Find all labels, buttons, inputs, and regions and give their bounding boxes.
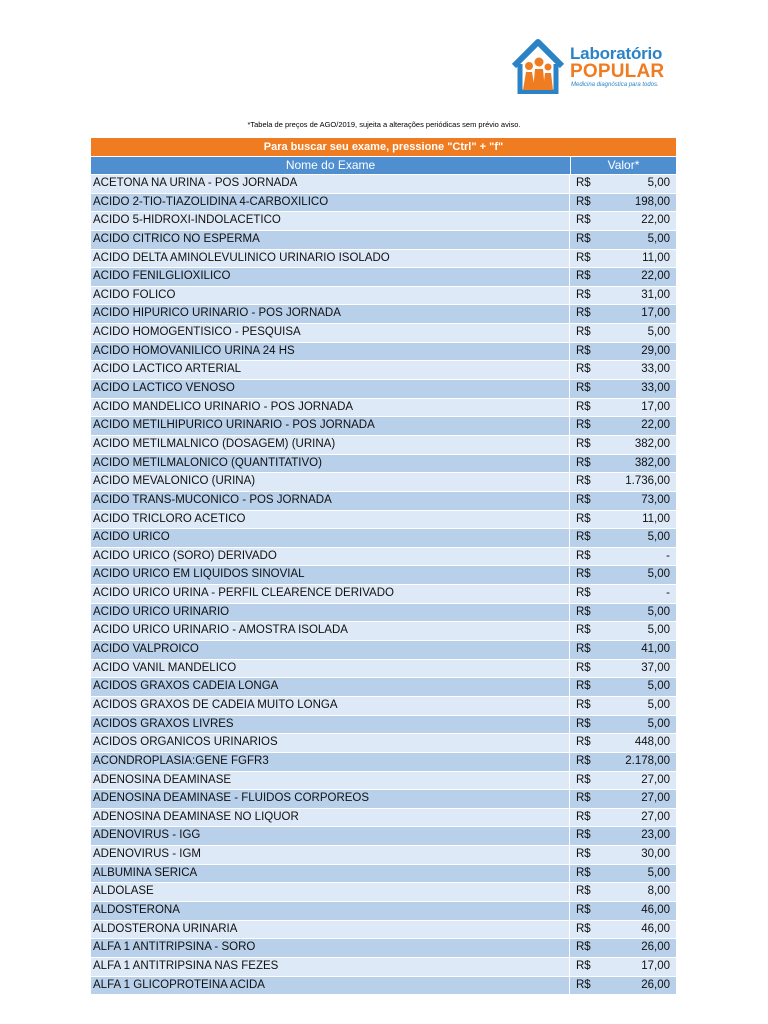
currency-symbol: R$ [576, 754, 591, 767]
exam-name: ALBUMINA SERICA [91, 865, 570, 883]
exam-price: 5,00 [647, 866, 670, 879]
currency-symbol: R$ [576, 736, 591, 749]
table-row [91, 771, 676, 790]
table-row [91, 976, 676, 995]
exam-price: - [666, 549, 670, 562]
currency-symbol: R$ [576, 885, 591, 898]
table-row [91, 342, 676, 361]
brand-name-line1: Laboratório [570, 44, 663, 63]
currency-symbol: R$ [576, 382, 591, 395]
currency-symbol: R$ [576, 903, 591, 916]
exam-price: 46,00 [641, 903, 670, 916]
exam-name: ACIDO VANIL MANDELICO [91, 660, 570, 678]
currency-symbol: R$ [576, 214, 591, 227]
currency-symbol: R$ [576, 587, 591, 600]
table-row [91, 528, 676, 547]
currency-symbol: R$ [576, 419, 591, 432]
exam-price: 11,00 [642, 512, 670, 525]
table-row [91, 938, 676, 957]
exam-price: 22,00 [641, 214, 670, 227]
exam-name: ACIDOS GRAXOS CADEIA LONGA [91, 678, 570, 696]
exam-price: 5,00 [647, 698, 670, 711]
currency-symbol: R$ [576, 344, 591, 357]
table-row [91, 286, 676, 305]
currency-symbol: R$ [576, 512, 591, 525]
table-row [91, 323, 676, 342]
exam-price: 27,00 [641, 773, 670, 786]
exam-price: 31,00 [641, 288, 670, 301]
table-row [91, 249, 676, 268]
exam-name: ACIDO FENILGLIOXILICO [91, 268, 570, 286]
exam-name: ACIDO URICO URINA - PERFIL CLEARENCE DERIVADO [91, 585, 570, 603]
exam-name: ACIDO HOMOVANILICO URINA 24 HS [91, 343, 570, 361]
exam-price: 17,00 [641, 400, 670, 413]
exam-price: 5,00 [647, 531, 670, 544]
exam-name: ACIDO URICO (SORO) DERIVADO [91, 548, 570, 566]
currency-symbol: R$ [576, 307, 591, 320]
brand-logo [508, 36, 678, 96]
exam-price: 448,00 [634, 736, 670, 749]
brand-tagline: Medicina diagnóstica para todos. [571, 82, 659, 88]
table-row [91, 882, 676, 901]
exam-name: ACIDO METILMALNICO (DOSAGEM) (URINA) [91, 436, 570, 454]
table-row [91, 640, 676, 659]
table-row [91, 752, 676, 771]
exam-name: ALDOSTERONA URINARIA [91, 921, 570, 939]
table-row [91, 715, 676, 734]
table-row [91, 920, 676, 939]
currency-symbol: R$ [576, 866, 591, 879]
exam-name: ACIDO LACTICO ARTERIAL [91, 361, 570, 379]
table-row [91, 826, 676, 845]
exam-name: ACIDO HOMOGENTISICO - PESQUISA [91, 324, 570, 342]
exam-name: ADENOSINA DEAMINASE [91, 772, 570, 790]
exam-price: 37,00 [641, 661, 670, 674]
table-row [91, 789, 676, 808]
exam-price: 27,00 [641, 810, 670, 823]
table-row [91, 696, 676, 715]
exam-name: ACIDO LACTICO VENOSO [91, 380, 570, 398]
exam-name: ACETONA NA URINA - POS JORNADA [91, 175, 570, 193]
exam-name: ACIDOS GRAXOS LIVRES [91, 716, 570, 734]
table-row [91, 454, 676, 473]
currency-symbol: R$ [576, 698, 591, 711]
currency-symbol: R$ [576, 680, 591, 693]
currency-symbol: R$ [576, 493, 591, 506]
table-row [91, 808, 676, 827]
table-row [91, 379, 676, 398]
currency-symbol: R$ [576, 177, 591, 189]
currency-symbol: R$ [576, 643, 591, 656]
table-row [91, 864, 676, 883]
table-row [91, 230, 676, 249]
table-row [91, 472, 676, 491]
exam-price: 5,00 [647, 177, 670, 189]
exam-price: 29,00 [641, 344, 670, 357]
exam-price: 5,00 [647, 232, 670, 245]
exam-price: 11,00 [642, 251, 670, 264]
exam-price: 33,00 [641, 382, 670, 395]
exam-name: ACIDO CITRICO NO ESPERMA [91, 231, 570, 249]
exam-price: 17,00 [641, 307, 670, 320]
table-row [91, 677, 676, 696]
exam-name: ACIDO MANDELICO URINARIO - POS JORNADA [91, 399, 570, 417]
currency-symbol: R$ [576, 195, 591, 208]
exam-price: 23,00 [641, 829, 670, 842]
table-row [91, 360, 676, 379]
exam-name: ACONDROPLASIA:GENE FGFR3 [91, 753, 570, 771]
currency-symbol: R$ [576, 661, 591, 674]
table-row [91, 211, 676, 230]
table-row [91, 267, 676, 286]
table-row [91, 957, 676, 976]
exam-price: 41,00 [641, 643, 670, 656]
currency-symbol: R$ [576, 531, 591, 544]
price-table [91, 138, 676, 994]
table-row [91, 845, 676, 864]
exam-name: ACIDO METILMALONICO (QUANTITATIVO) [91, 455, 570, 473]
currency-symbol: R$ [576, 978, 591, 991]
currency-symbol: R$ [576, 717, 591, 730]
table-row [91, 565, 676, 584]
exam-name: ADENOSINA DEAMINASE - FLUIDOS CORPOREOS [91, 790, 570, 808]
currency-symbol: R$ [576, 624, 591, 637]
price-note: *Tabela de preços de AGO/2019, sujeita a alterações periódicas sem prévio aviso. [247, 120, 521, 129]
table-row [91, 491, 676, 510]
exam-price: 5,00 [647, 680, 670, 693]
exam-price: 198,00 [634, 195, 670, 208]
currency-symbol: R$ [576, 810, 591, 823]
exam-name: ACIDO METILHIPURICO URINARIO - POS JORNADA [91, 417, 570, 435]
table-row [91, 416, 676, 435]
table-row [91, 901, 676, 920]
exam-name: ACIDOS GRAXOS DE CADEIA MUITO LONGA [91, 697, 570, 715]
table-row [91, 193, 676, 212]
exam-name: ACIDO HIPURICO URINARIO - POS JORNADA [91, 305, 570, 323]
currency-symbol: R$ [576, 959, 591, 972]
table-row [91, 547, 676, 566]
exam-name: ACIDO URICO EM LIQUIDOS SINOVIAL [91, 566, 570, 584]
currency-symbol: R$ [576, 568, 591, 581]
table-row [91, 621, 676, 640]
table-body [91, 174, 676, 994]
exam-name: ALDOLASE [91, 883, 570, 901]
exam-name: ACIDO TRICLORO ACETICO [91, 511, 570, 529]
currency-symbol: R$ [576, 232, 591, 245]
exam-name: ACIDO 2-TIO-TIAZOLIDINA 4-CARBOXILICO [91, 194, 570, 212]
currency-symbol: R$ [576, 792, 591, 805]
exam-name: ACIDO TRANS-MUCONICO - POS JORNADA [91, 492, 570, 510]
exam-price: 5,00 [647, 568, 670, 581]
exam-price: 1.736,00 [625, 475, 670, 488]
exam-price: 2.178,00 [625, 754, 670, 767]
table-row [91, 659, 676, 678]
exam-price: 73,00 [641, 493, 670, 506]
column-header-value: Valor* [607, 158, 640, 172]
exam-price: 26,00 [641, 941, 670, 954]
exam-name: ACIDO URICO URINARIO [91, 604, 570, 622]
currency-symbol: R$ [576, 400, 591, 413]
exam-price: 27,00 [641, 792, 670, 805]
table-row [91, 603, 676, 622]
exam-name: ADENOSINA DEAMINASE NO LIQUOR [91, 809, 570, 827]
exam-name: ACIDO MEVALONICO (URINA) [91, 473, 570, 491]
currency-symbol: R$ [576, 773, 591, 786]
exam-name: ACIDO 5-HIDROXI-INDOLACETICO [91, 212, 570, 230]
currency-symbol: R$ [576, 605, 591, 618]
exam-price: 30,00 [641, 848, 670, 861]
table-row [91, 584, 676, 603]
exam-name: ADENOVIRUS - IGM [91, 846, 570, 864]
house-family-icon [508, 36, 568, 94]
exam-price: 46,00 [641, 922, 670, 935]
exam-name: ACIDO FOLICO [91, 287, 570, 305]
table-row [91, 435, 676, 454]
currency-symbol: R$ [576, 475, 591, 488]
currency-symbol: R$ [576, 456, 591, 469]
exam-price: 5,00 [647, 624, 670, 637]
exam-price: 382,00 [634, 437, 670, 450]
exam-name: ACIDO VALPROICO [91, 641, 570, 659]
currency-symbol: R$ [576, 251, 591, 264]
table-row [91, 398, 676, 417]
exam-price: 22,00 [641, 419, 670, 432]
table-row [91, 733, 676, 752]
currency-symbol: R$ [576, 549, 591, 562]
exam-name: ACIDO DELTA AMINOLEVULINICO URINARIO ISOLADO [91, 250, 570, 268]
currency-symbol: R$ [576, 288, 591, 301]
exam-name: ALFA 1 ANTITRIPSINA - SORO [91, 939, 570, 957]
exam-price: 5,00 [647, 717, 670, 730]
currency-symbol: R$ [576, 922, 591, 935]
currency-symbol: R$ [576, 829, 591, 842]
exam-price: 26,00 [641, 978, 670, 991]
currency-symbol: R$ [576, 326, 591, 339]
exam-name: ALDOSTERONA [91, 902, 570, 920]
exam-name: ADENOVIRUS - IGG [91, 827, 570, 845]
table-row [91, 174, 676, 193]
currency-symbol: R$ [576, 848, 591, 861]
exam-name: ALFA 1 ANTITRIPSINA NAS FEZES [91, 958, 570, 976]
column-header-name: Nome do Exame [91, 157, 571, 174]
exam-price: - [666, 587, 670, 600]
exam-price: 5,00 [647, 605, 670, 618]
exam-price: 17,00 [641, 959, 670, 972]
exam-name: ACIDO URICO URINARIO - AMOSTRA ISOLADA [91, 622, 570, 640]
currency-symbol: R$ [576, 941, 591, 954]
currency-symbol: R$ [576, 270, 591, 283]
exam-price: 22,00 [641, 270, 670, 283]
exam-name: ALFA 1 GLICOPROTEINA ACIDA [91, 977, 570, 995]
currency-symbol: R$ [576, 437, 591, 450]
table-header [91, 156, 676, 174]
table-row [91, 304, 676, 323]
exam-name: ACIDOS ORGANICOS URINARIOS [91, 734, 570, 752]
exam-name: ACIDO URICO [91, 529, 570, 547]
search-hint-banner: Para buscar seu exame, pressione "Ctrl" + "f" [91, 138, 676, 156]
brand-name-line2: POPULAR [570, 61, 665, 82]
exam-price: 8,00 [647, 885, 670, 898]
exam-price: 5,00 [647, 326, 670, 339]
currency-symbol: R$ [576, 363, 591, 376]
table-row [91, 510, 676, 529]
exam-price: 33,00 [641, 363, 670, 376]
exam-price: 382,00 [634, 456, 670, 469]
